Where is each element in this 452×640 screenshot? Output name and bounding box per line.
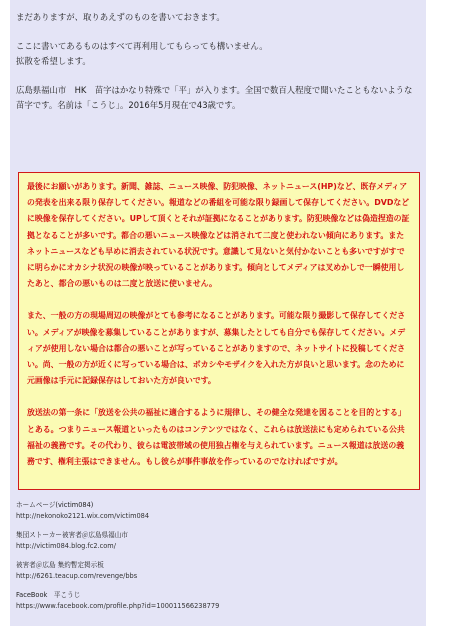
link-block-blog [16,530,420,551]
notice-paragraph-2: また、一般の方の現場周辺の映像がとても参考になることがあります。可能な限り撮影して保存してください。メディアが映像を募集していることがありますが、募集したとしても自分でも保存してください。メディアが使用しない場合は都合の悪いことが写っていることがありますので、ネットサイトに投稿してください。尚、一般の方が近くに写っている場合は、ボカシやモザイクを入れた方が良いと思います。念のために元画像は手元に記録保存はしておいた方が良いです。 [27,311,406,386]
intro-line-1: まだありますが、取りあえずのものを書いておきます。 [16,12,225,22]
link-block-homepage [16,500,420,521]
link-block-facebook [16,590,420,611]
link-label: FaceBook 平こうじ [16,591,81,599]
link-label: 被害者＠広島 集約暫定掲示板 [16,561,104,569]
intro-line-3: 拡散を希望します。 [16,56,91,66]
link-label: ホームページ(victim084) [16,501,94,509]
document-page [10,0,426,626]
notice-paragraph-1: 最後にお願いがあります。新聞、雑誌、ニュース映像、防犯映像、ネットニュース(HP)など、既存メディアの発表を出来る限り保存してください。報道などの番組を可能な限り録画して保存してください。DVDなどに映像を保存してください。UPして頂くとそれが証拠になることがあります。防犯映像などは偽造捏造の証拠となることが多いです。都合の悪いニュース映像などは消されて二度と使われない傾向にあります。またネットニュースなども早めに消去されている状況です。意識して見ないと気付かないことも多いですがすでに明らかにオカシナ状況の映像が映っていることがあります。傾向としてメディアは叉めかしで一瞬使用したあと、都合の悪いものは二度と放送に使いません。 [27,182,410,289]
link-url[interactable]: http://6261.teacup.com/revenge/bbs [16,571,138,580]
link-block-bbs [16,560,420,581]
intro-line-4: 広島県福山市 HK 苗字はかなり特殊で「平」が入ります。全国で数百人程度で聞いたこともないような苗字です。名前は「こうじ」。2016年5月現在で43歳です。 [16,85,413,110]
link-url[interactable]: https://www.facebook.com/profile.php?id=100011566238779 [16,601,220,610]
links-section [16,500,420,620]
notice-box [18,172,420,490]
notice-paragraph-3: 放送法の第一条に「放送を公共の福祉に適合するように規律し、その健全な発達を図ることを目的とする」とある。つまりニュース報道といったものはコンテンツではなく、これらは放送法にも定められている公共福祉の義務です。その代わり、彼らは電波帯域の使用独占権を与えられています。ニュース報道は放送の義務です、権利主張はできません。もし彼らが事件事故を作っているのでなければですが。 [27,408,406,467]
intro-section [16,10,420,113]
intro-line-2: ここに書いてあるものはすべて再利用してもらっても構いません。 [16,41,268,51]
link-url[interactable]: http://nekonoko2121.wix.com/victim084 [16,511,150,520]
link-url[interactable]: http://victim084.blog.fc2.com/ [16,541,116,550]
link-label: 集団ストーカー被害者＠広島県福山市 [16,531,128,539]
